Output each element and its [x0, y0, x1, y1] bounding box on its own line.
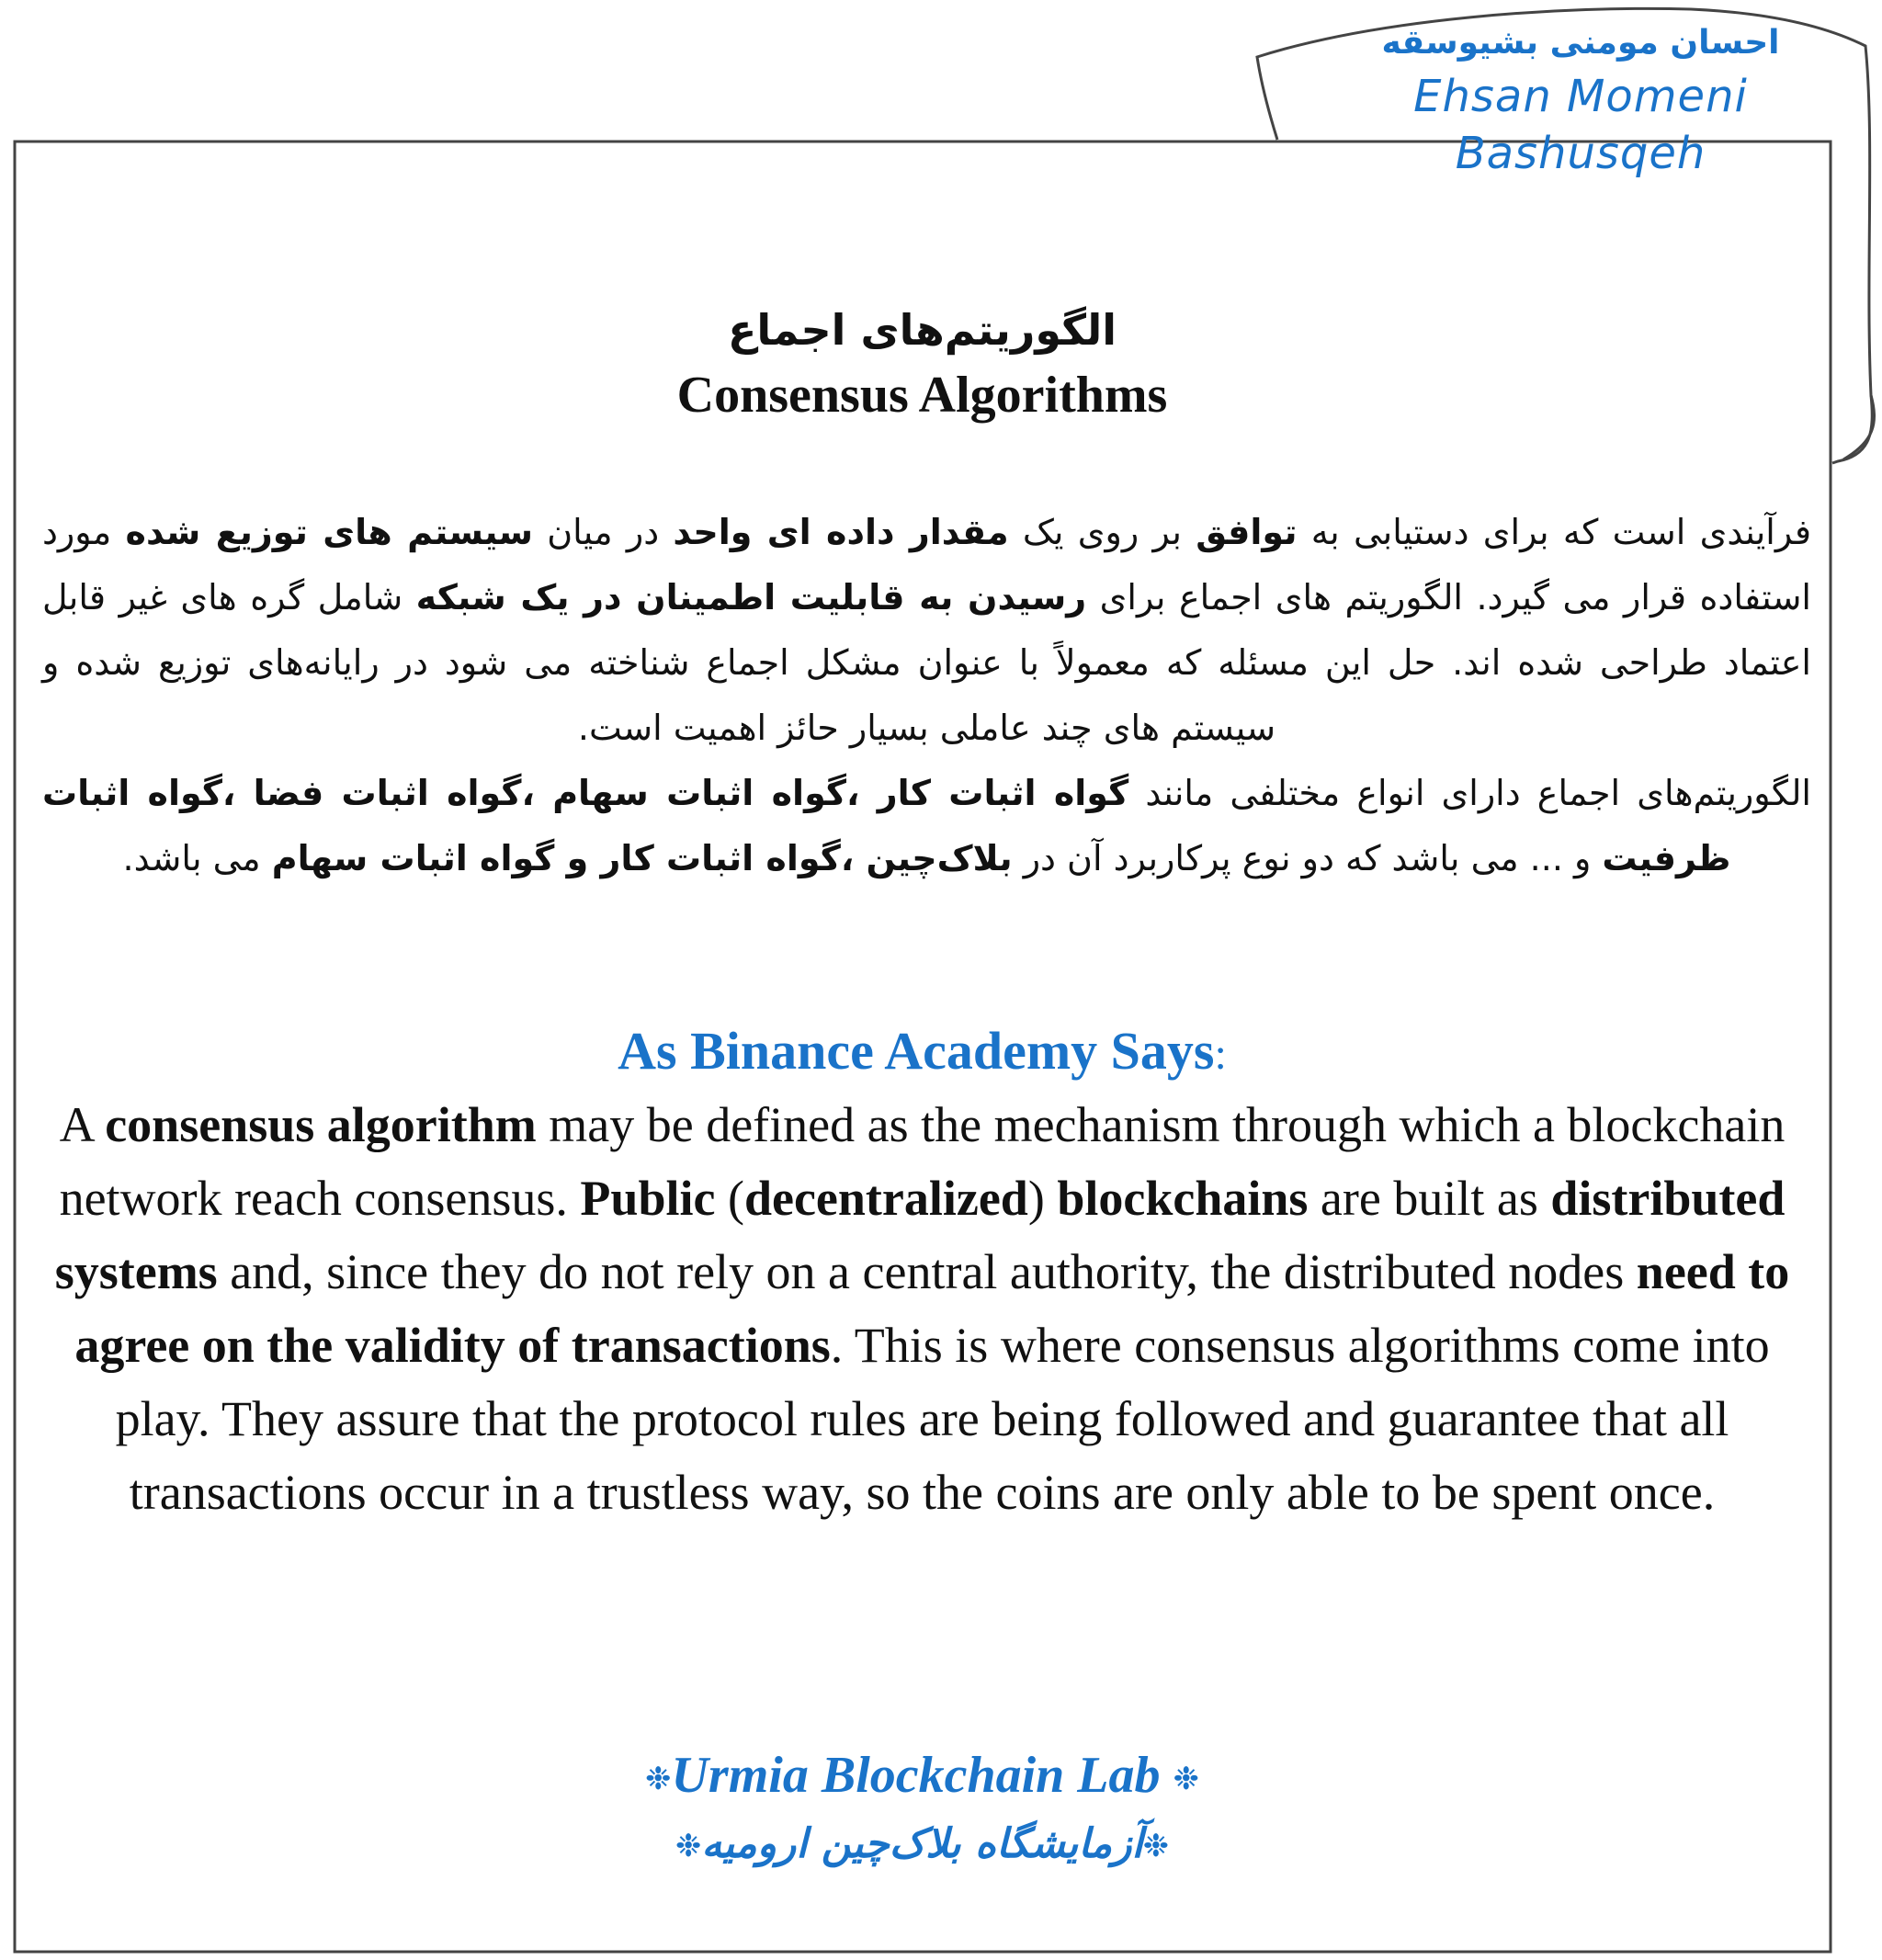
- bold-text-run: رسیدن به قابلیت اطمینان در یک شبکه: [415, 577, 1087, 617]
- binance-heading-colon: :: [1214, 1030, 1227, 1079]
- persian-body: [42, 500, 1811, 891]
- bold-text-run: بلاک‌چین ،گواه اثبات کار و گواه اثبات سهام: [271, 838, 1013, 878]
- bold-text-run: مقدار داده ای واحد: [673, 512, 1009, 552]
- text-run: در میان: [533, 512, 674, 552]
- lab-name-fa-line: [15, 1814, 1830, 1876]
- author-name-fa: احسان مومنی بشیوسقه: [1381, 24, 1780, 62]
- bold-text-run: Public: [580, 1171, 716, 1226]
- bold-text-run: سیستم های توزیع شده: [125, 512, 534, 552]
- text-run: بر روی یک: [1008, 512, 1196, 552]
- lab-name-fa: آزمایشگاه بلاک‌چین ارومیه: [701, 1820, 1143, 1867]
- bold-text-run: گواه اثبات کار ،گواه اثبات سهام ،گواه اثبات فضا ،گواه اثبات ظرفیت: [42, 773, 1731, 878]
- text-run: ): [1027, 1171, 1058, 1226]
- bold-text-run: decentralized: [743, 1171, 1028, 1226]
- bold-text-run: blockchains: [1057, 1171, 1309, 1226]
- text-run: فرآیندی است که برای دستیابی به: [1297, 512, 1812, 552]
- text-run: A: [59, 1097, 106, 1152]
- bold-text-run: consensus algorithm: [105, 1097, 537, 1152]
- binance-heading: [15, 1014, 1830, 1092]
- bold-text-run: distributed systems: [54, 1171, 1786, 1299]
- author-tab-curl: [1843, 395, 1875, 459]
- english-body: [37, 1088, 1808, 1529]
- text-run: . This is where consensus algorithms come into play. They assure that the protocol rules are being followed and guarantee that all transactions occur in a trustless way, so the coins are only able to be spent once.: [115, 1318, 1770, 1520]
- text-run: (: [715, 1171, 744, 1226]
- text-run: may be defined as the mechanism through which a blockchain network reach consensus.: [59, 1097, 1786, 1226]
- text-run: and, since they do not rely on a central authority, the distributed nodes: [217, 1244, 1637, 1299]
- ornament-star-icon: ❉: [1173, 1762, 1200, 1797]
- persian-paragraph-1: [42, 500, 1811, 761]
- title-en: Consensus Algorithms: [676, 367, 1168, 424]
- lab-name-en: Urmia Blockchain Lab: [671, 1747, 1161, 1804]
- text-run: الگوریتم‌های اجماع دارای انواع مختلفی مانند: [1128, 773, 1811, 813]
- text-run: مورد استفاده قرار می گیرد. الگوریتم های اجماع برای: [42, 512, 1811, 617]
- ornament-star-icon: ❉: [1142, 1828, 1170, 1864]
- text-run: می باشد.: [122, 838, 272, 878]
- author-name-en: Ehsan Momeni Bashusqeh: [1413, 71, 1748, 179]
- persian-paragraph-2: [42, 761, 1811, 891]
- content-frame: [15, 142, 1830, 1953]
- title-fa: الگوریتم‌های اجماع: [727, 305, 1117, 355]
- text-run: شامل گره های غیر قابل اعتماد طراحی شده اند. حل این مسئله که معمولاً با عنوان مشکل اجماع شناخته می شود در رایانه‌های توزیع شده و سیستم های چند عاملی بسیار حائز اهمیت است.: [42, 577, 1811, 748]
- ornament-star-icon: ❉: [675, 1828, 702, 1864]
- text-run: و ... می باشد که دو نوع پرکاربرد آن در: [1012, 838, 1603, 878]
- text-run: are built as: [1308, 1171, 1551, 1226]
- binance-heading-text: As Binance Academy Says: [618, 1021, 1215, 1081]
- bold-text-run: توافق: [1196, 512, 1298, 552]
- ornament-star-icon: ❉: [644, 1762, 672, 1797]
- bold-text-run: need to agree on the validity of transactions: [74, 1244, 1790, 1373]
- lab-name-en-line: [15, 1740, 1830, 1815]
